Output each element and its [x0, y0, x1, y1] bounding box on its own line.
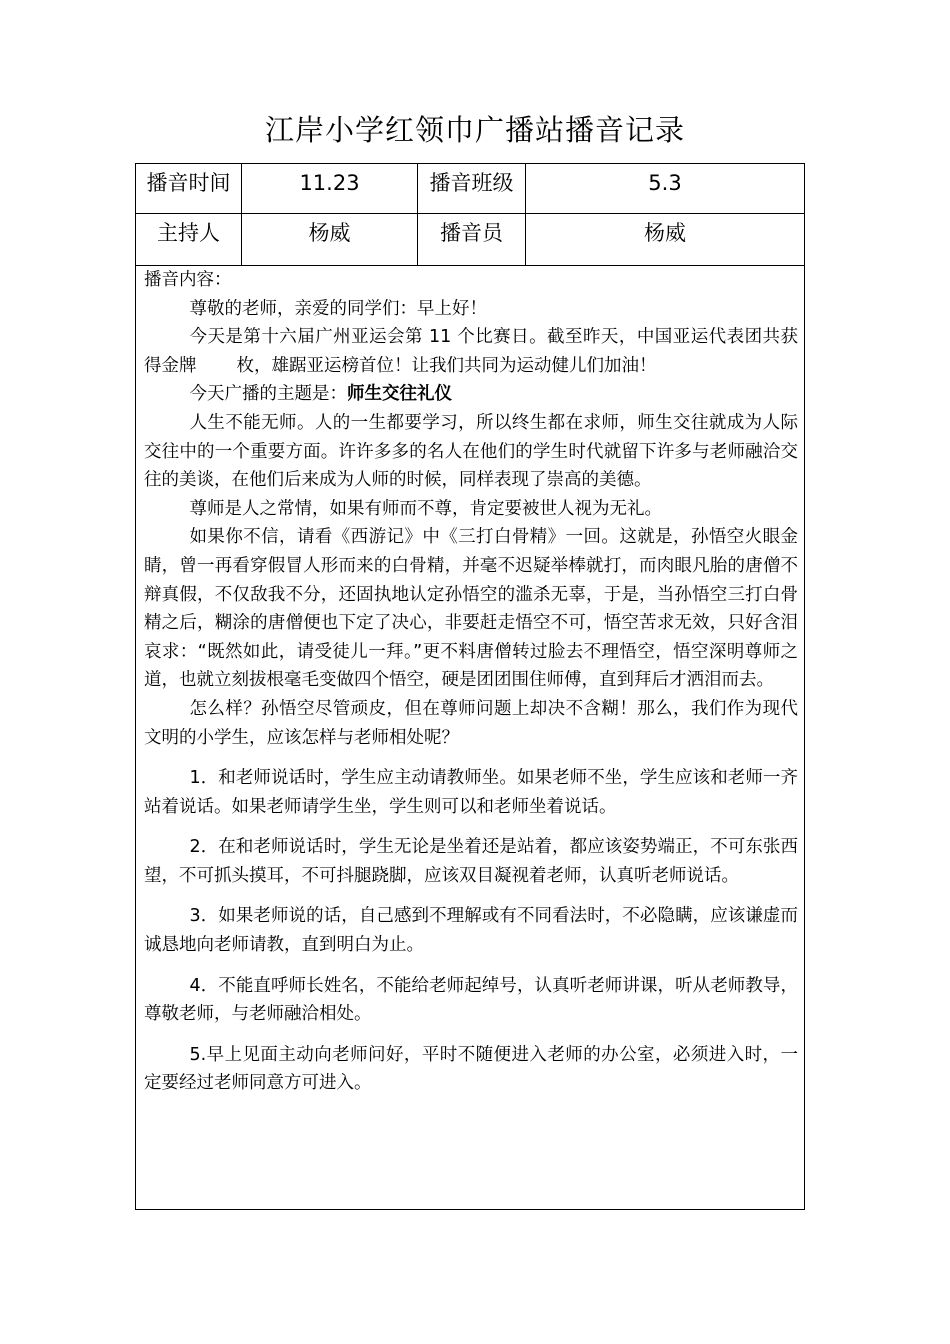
page-title: 江岸小学红领巾广播站播音记录 [264, 113, 685, 147]
asian-games-paragraph [144, 323, 798, 380]
rule-4: 4．不能直呼师长姓名，不能给老师起绰号，认真听老师讲课，听从老师教导，尊敬老师，与老师融洽相处。 [144, 975, 798, 1025]
announcer-value: 杨威 [644, 221, 686, 245]
greeting: 尊敬的老师，亲爱的同学们：早上好！ [189, 298, 487, 319]
rule-1: 1．和老师说话时，学生应主动请教师坐。如果老师不坐，学生应该和老师一齐站着说话。如果老师请学生坐，学生则可以和老师坐着说话。 [144, 768, 798, 817]
theme-line [144, 380, 798, 409]
rule-5: 5.早上见面主动向老师问好，平时不随便进入老师的办公室，必须进入时，一定要经过老师同意方可进入。 [144, 1044, 798, 1094]
host-value: 杨威 [242, 214, 418, 265]
content-label: 播音内容： [144, 270, 232, 290]
time-value: 11.23 [242, 164, 418, 213]
paragraph-respect: 尊师是人之常情，如果有师而不尊，肯定要被世人视为无礼。 [189, 498, 662, 519]
theme-prefix: 今天广播的主题是： [189, 384, 347, 405]
rule-2: 2．在和老师说话时，学生无论是坐着还是站着，都应该姿势端正，不可东张西望，不可抓头摸耳，不可抖腿跷脚，应该双目凝视着老师，认真听老师说话。 [144, 837, 798, 886]
paragraph-teacher-importance: 人生不能无师。人的一生都要学习，所以终生都在求师，师生交往就成为人际交往中的一个重要方面。许许多多的名人在他们的学生时代就留下许多与老师融洽交往的美谈，在他们后来成为人师的时候，同样表现了崇高的美德。 [144, 412, 798, 491]
rule-3: 3．如果老师说的话，自己感到不理解或有不同看法时，不必隐瞒，应该谦虚而诚恳地向老师请教，直到明白为止。 [144, 906, 798, 956]
class-label: 播音班级 [418, 164, 526, 213]
info-row-host-announcer [136, 214, 804, 266]
info-row-time-class [136, 164, 804, 214]
asian-games-text-a: 今天是第十六届广州亚运会第 11 个比赛日。截至昨天，中国亚运代表团共获得金牌 [144, 327, 798, 376]
paragraph-question: 怎么样？孙悟空尽管顽皮，但在尊师问题上却决不含糊！那么，我们作为现代文明的小学生，应该怎样与老师相处呢？ [144, 698, 798, 748]
paragraph-journey-west: 如果你不信，请看《西游记》中《三打白骨精》一回。这就是，孙悟空火眼金睛，曾一再看穿假冒人形而来的白骨精，并毫不迟疑举棒就打，而肉眼凡胎的唐僧不辩真假，不仅敌我不分，还固执地认定孙悟空的滥杀无辜，于是，当孙悟空三打白骨精之后，糊涂的唐僧便也下定了决心，非要赶走悟空不可，悟空苦求无效，只好含泪哀求：“既然如此，请受徒儿一拜。”更不料唐僧转过脸去不理悟空，悟空深明尊师之道，也就立刻拔根毫毛变做四个悟空，硬是团团围住师傅，直到拜后才洒泪而去。 [144, 527, 798, 691]
time-label: 播音时间 [136, 164, 242, 213]
class-value: 5.3 [648, 171, 682, 195]
broadcast-record-form [135, 163, 805, 1210]
theme-title: 师生交往礼仪 [347, 384, 452, 405]
asian-games-text-b: 枚，雄踞亚运榜首位！让我们共同为运动健儿们加油！ [236, 355, 657, 376]
broadcast-content [144, 266, 798, 1098]
host-label: 主持人 [136, 214, 242, 265]
announcer-label: 播音员 [418, 214, 526, 265]
